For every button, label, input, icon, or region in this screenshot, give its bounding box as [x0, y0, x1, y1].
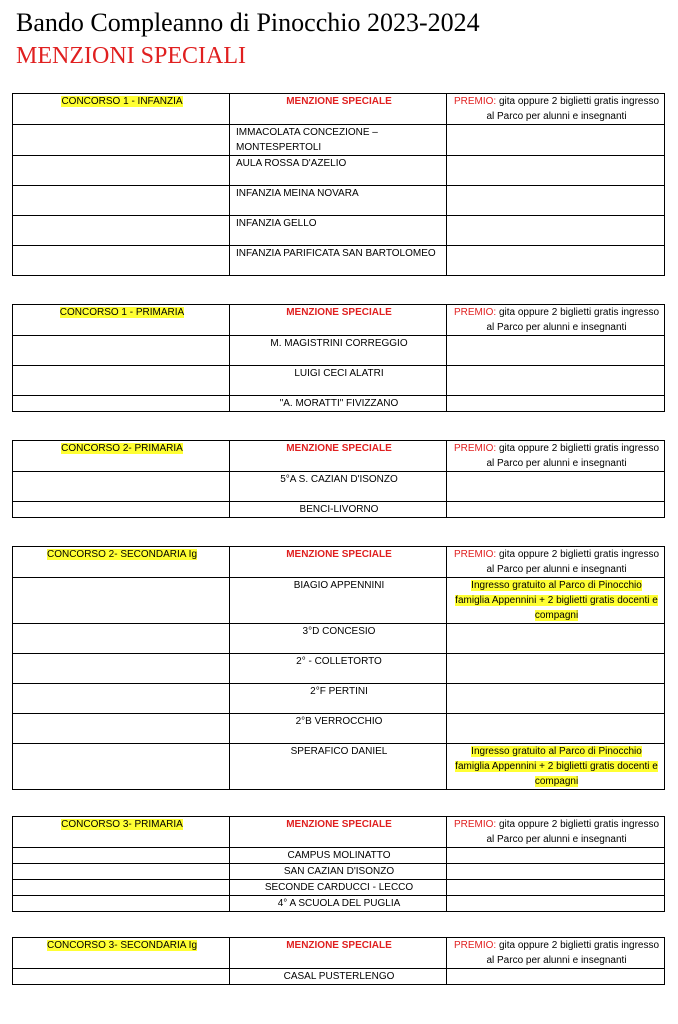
- entry-cell: M. MAGISTRINI CORREGGIO: [230, 336, 447, 366]
- entry-cell: BIAGIO APPENNINI: [230, 578, 447, 624]
- table-row: [13, 472, 665, 502]
- table-row: [13, 848, 665, 864]
- table-row: [13, 896, 665, 912]
- menzione-header: MENZIONE SPECIALE: [230, 441, 447, 472]
- empty-cell: [13, 654, 230, 684]
- ingresso-note: Ingresso gratuito al Parco di Pinocchio famiglia Appennini + 2 biglietti gratis docenti e compagni: [455, 580, 658, 621]
- table-row: [13, 216, 665, 246]
- premio-cell: [447, 441, 665, 472]
- concorso-label: CONCORSO 1 - PRIMARIA: [59, 307, 185, 318]
- empty-cell: [447, 864, 665, 880]
- entry-cell: 5°A S. CAZIAN D'ISONZO: [230, 472, 447, 502]
- empty-cell: [447, 336, 665, 366]
- note-cell: [447, 744, 665, 790]
- table-header-row: [13, 305, 665, 336]
- table-row: [13, 366, 665, 396]
- concorso-cell: [13, 305, 230, 336]
- table-row: [13, 125, 665, 156]
- empty-cell: [13, 880, 230, 896]
- table-row: [13, 684, 665, 714]
- empty-cell: [13, 216, 230, 246]
- table-row: [13, 654, 665, 684]
- entry-cell: INFANZIA GELLO: [230, 216, 447, 246]
- menzione-header: MENZIONE SPECIALE: [230, 94, 447, 125]
- empty-cell: [13, 684, 230, 714]
- table-row: [13, 186, 665, 216]
- table-header-row: [13, 817, 665, 848]
- premio-text: gita oppure 2 biglietti gratis ingresso al Parco per alunni e insegnanti: [486, 307, 660, 333]
- table-row: [13, 744, 665, 790]
- empty-cell: [447, 502, 665, 518]
- table-row: [13, 502, 665, 518]
- menzione-header: MENZIONE SPECIALE: [230, 938, 447, 969]
- entry-cell: BENCI-LIVORNO: [230, 502, 447, 518]
- section-table-concorso-2-secondaria: [12, 546, 665, 790]
- table-row: [13, 624, 665, 654]
- entry-cell: SPERAFICO DANIEL: [230, 744, 447, 790]
- section-table-concorso-1-primaria: [12, 304, 665, 412]
- empty-cell: [13, 186, 230, 216]
- entry-cell: "A. MORATTI" FIVIZZANO: [230, 396, 447, 412]
- premio-label: PREMIO:: [453, 443, 497, 454]
- entry-cell: LUIGI CECI ALATRI: [230, 366, 447, 396]
- empty-cell: [13, 578, 230, 624]
- empty-cell: [13, 864, 230, 880]
- premio-label: PREMIO:: [453, 549, 497, 560]
- empty-cell: [13, 246, 230, 276]
- concorso-cell: [13, 94, 230, 125]
- empty-cell: [447, 396, 665, 412]
- concorso-label: CONCORSO 2- SECONDARIA Ig: [46, 549, 198, 560]
- entry-cell: INFANZIA PARIFICATA SAN BARTOLOMEO: [230, 246, 447, 276]
- table-header-row: [13, 547, 665, 578]
- empty-cell: [13, 125, 230, 156]
- entry-cell: 4° A SCUOLA DEL PUGLIA: [230, 896, 447, 912]
- table-header-row: [13, 938, 665, 969]
- table-header-row: [13, 441, 665, 472]
- premio-label: PREMIO:: [453, 819, 497, 830]
- table-row: [13, 880, 665, 896]
- empty-cell: [447, 896, 665, 912]
- premio-label: PREMIO:: [453, 307, 497, 318]
- empty-cell: [447, 684, 665, 714]
- entry-cell: 2°B VERROCCHIO: [230, 714, 447, 744]
- premio-cell: [447, 547, 665, 578]
- entry-cell: 3°D CONCESIO: [230, 624, 447, 654]
- empty-cell: [447, 848, 665, 864]
- empty-cell: [13, 969, 230, 985]
- premio-text: gita oppure 2 biglietti gratis ingresso al Parco per alunni e insegnanti: [486, 96, 660, 122]
- ingresso-note: Ingresso gratuito al Parco di Pinocchio famiglia Appennini + 2 biglietti gratis docenti e compagni: [455, 746, 658, 787]
- section-table-concorso-1-infanzia: [12, 93, 665, 276]
- menzione-header: MENZIONE SPECIALE: [230, 547, 447, 578]
- table-row: [13, 714, 665, 744]
- empty-cell: [447, 216, 665, 246]
- table-header-row: [13, 94, 665, 125]
- entry-cell: IMMACOLATA CONCEZIONE – MONTESPERTOLI: [230, 125, 447, 156]
- concorso-cell: [13, 817, 230, 848]
- concorso-label: CONCORSO 2- PRIMARIA: [61, 443, 183, 454]
- premio-text: gita oppure 2 biglietti gratis ingresso al Parco per alunni e insegnanti: [486, 819, 660, 845]
- empty-cell: [13, 156, 230, 186]
- entry-cell: 2° - COLLETORTO: [230, 654, 447, 684]
- empty-cell: [13, 502, 230, 518]
- empty-cell: [447, 969, 665, 985]
- empty-cell: [447, 186, 665, 216]
- table-row: [13, 336, 665, 366]
- table-row: [13, 864, 665, 880]
- concorso-cell: [13, 547, 230, 578]
- empty-cell: [447, 654, 665, 684]
- empty-cell: [13, 744, 230, 790]
- premio-text: gita oppure 2 biglietti gratis ingresso al Parco per alunni e insegnanti: [486, 443, 660, 469]
- empty-cell: [13, 896, 230, 912]
- empty-cell: [13, 396, 230, 412]
- premio-cell: [447, 938, 665, 969]
- entry-cell: 2°F PERTINI: [230, 684, 447, 714]
- entry-cell: CASAL PUSTERLENGO: [230, 969, 447, 985]
- empty-cell: [13, 366, 230, 396]
- entry-cell: SAN CAZIAN D'ISONZO: [230, 864, 447, 880]
- page-subtitle: MENZIONI SPECIALI: [16, 43, 246, 69]
- entry-cell: AULA ROSSA D'AZELIO: [230, 156, 447, 186]
- concorso-cell: [13, 441, 230, 472]
- entry-cell: INFANZIA MEINA NOVARA: [230, 186, 447, 216]
- section-table-concorso-3-secondaria: [12, 937, 665, 985]
- table-row: [13, 969, 665, 985]
- empty-cell: [13, 714, 230, 744]
- entry-cell: SECONDE CARDUCCI - LECCO: [230, 880, 447, 896]
- table-row: [13, 578, 665, 624]
- premio-text: gita oppure 2 biglietti gratis ingresso al Parco per alunni e insegnanti: [486, 549, 660, 575]
- empty-cell: [13, 624, 230, 654]
- premio-cell: [447, 94, 665, 125]
- table-row: [13, 246, 665, 276]
- empty-cell: [447, 366, 665, 396]
- entry-cell: CAMPUS MOLINATTO: [230, 848, 447, 864]
- concorso-label: CONCORSO 3- SECONDARIA Ig: [46, 940, 198, 951]
- section-table-concorso-3-primaria: [12, 816, 665, 912]
- empty-cell: [447, 624, 665, 654]
- premio-label: PREMIO:: [453, 940, 497, 951]
- empty-cell: [447, 125, 665, 156]
- empty-cell: [13, 472, 230, 502]
- empty-cell: [13, 848, 230, 864]
- table-row: [13, 396, 665, 412]
- empty-cell: [447, 156, 665, 186]
- empty-cell: [447, 472, 665, 502]
- concorso-label: CONCORSO 1 - INFANZIA: [61, 96, 183, 107]
- premio-cell: [447, 817, 665, 848]
- empty-cell: [447, 880, 665, 896]
- menzione-header: MENZIONE SPECIALE: [230, 817, 447, 848]
- menzione-header: MENZIONE SPECIALE: [230, 305, 447, 336]
- table-row: [13, 156, 665, 186]
- empty-cell: [13, 336, 230, 366]
- premio-text: gita oppure 2 biglietti gratis ingresso al Parco per alunni e insegnanti: [486, 940, 660, 966]
- page-title: Bando Compleanno di Pinocchio 2023-2024: [16, 8, 480, 37]
- premio-cell: [447, 305, 665, 336]
- concorso-label: CONCORSO 3- PRIMARIA: [61, 819, 183, 830]
- empty-cell: [447, 246, 665, 276]
- premio-label: PREMIO:: [453, 96, 497, 107]
- empty-cell: [447, 714, 665, 744]
- note-cell: [447, 578, 665, 624]
- section-table-concorso-2-primaria: [12, 440, 665, 518]
- concorso-cell: [13, 938, 230, 969]
